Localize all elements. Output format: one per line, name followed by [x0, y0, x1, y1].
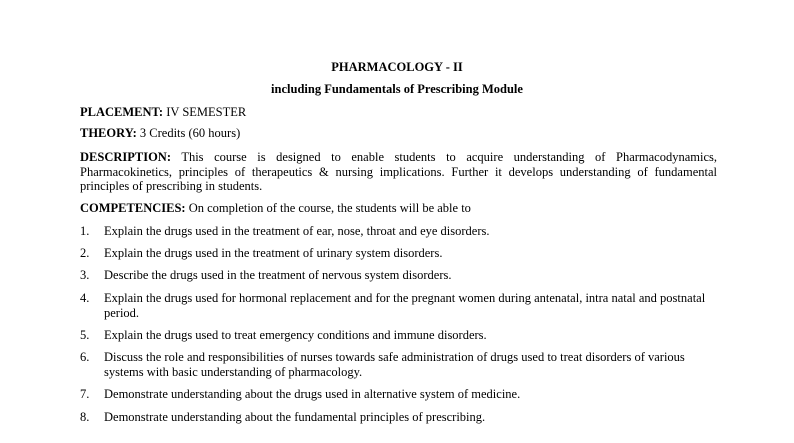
list-item-text: Explain the drugs used in the treatment of urinary system disorders.: [104, 246, 443, 260]
list-item: [80, 291, 717, 320]
list-item-number: 8.: [80, 410, 90, 424]
list-item: [80, 410, 717, 425]
list-item-number: 4.: [80, 291, 90, 305]
list-item-number: 7.: [80, 387, 90, 401]
competencies-value: On completion of the course, the students will be able to: [185, 201, 471, 215]
description-label: DESCRIPTION:: [80, 150, 171, 164]
description-value: This course is designed to enable students to acquire understanding of Pharmacodynamics, Pharmacokinetics, principles of therapeutics & nursing implications. Further it develops understanding of fundamental principles of prescribing in students.: [80, 150, 717, 193]
list-item-text: Discuss the role and responsibilities of nurses towards safe administration of drugs used to treat disorders of various systems with basic understanding of pharmacology.: [104, 350, 685, 379]
list-item: [80, 350, 717, 379]
list-item-text: Demonstrate understanding about the drugs used in alternative system of medicine.: [104, 387, 521, 401]
document-subtitle: including Fundamentals of Prescribing Module: [271, 82, 523, 96]
list-item: [80, 268, 717, 283]
description-paragraph: [80, 150, 717, 194]
list-item-text: Explain the drugs used to treat emergency conditions and immune disorders.: [104, 328, 487, 342]
competencies-line: [80, 201, 471, 216]
document-title: PHARMACOLOGY - II: [331, 60, 463, 74]
list-item-number: 2.: [80, 246, 90, 260]
list-item-number: 1.: [80, 224, 90, 238]
list-item-number: 5.: [80, 328, 90, 342]
list-item-text: Explain the drugs used in the treatment of ear, nose, throat and eye disorders.: [104, 224, 490, 238]
list-item-number: 6.: [80, 350, 90, 364]
placement-label: PLACEMENT:: [80, 105, 164, 119]
placement-line: [80, 105, 246, 120]
list-item-text: Describe the drugs used in the treatment of nervous system disorders.: [104, 268, 452, 282]
competencies-label: COMPETENCIES:: [80, 201, 186, 215]
theory-line: [80, 126, 240, 141]
theory-value: 3 Credits (60 hours): [136, 126, 241, 140]
list-item: [80, 224, 717, 239]
list-item: [80, 387, 717, 402]
list-item: [80, 328, 717, 343]
placement-value: IV SEMESTER: [163, 105, 247, 119]
list-item-text: Demonstrate understanding about the fundamental principles of prescribing.: [104, 410, 486, 424]
theory-label: THEORY:: [80, 126, 137, 140]
list-item: [80, 246, 717, 261]
list-item-text: Explain the drugs used for hormonal replacement and for the pregnant women during antenatal, intra natal and postnatal period.: [104, 291, 706, 320]
list-item-number: 3.: [80, 268, 90, 282]
